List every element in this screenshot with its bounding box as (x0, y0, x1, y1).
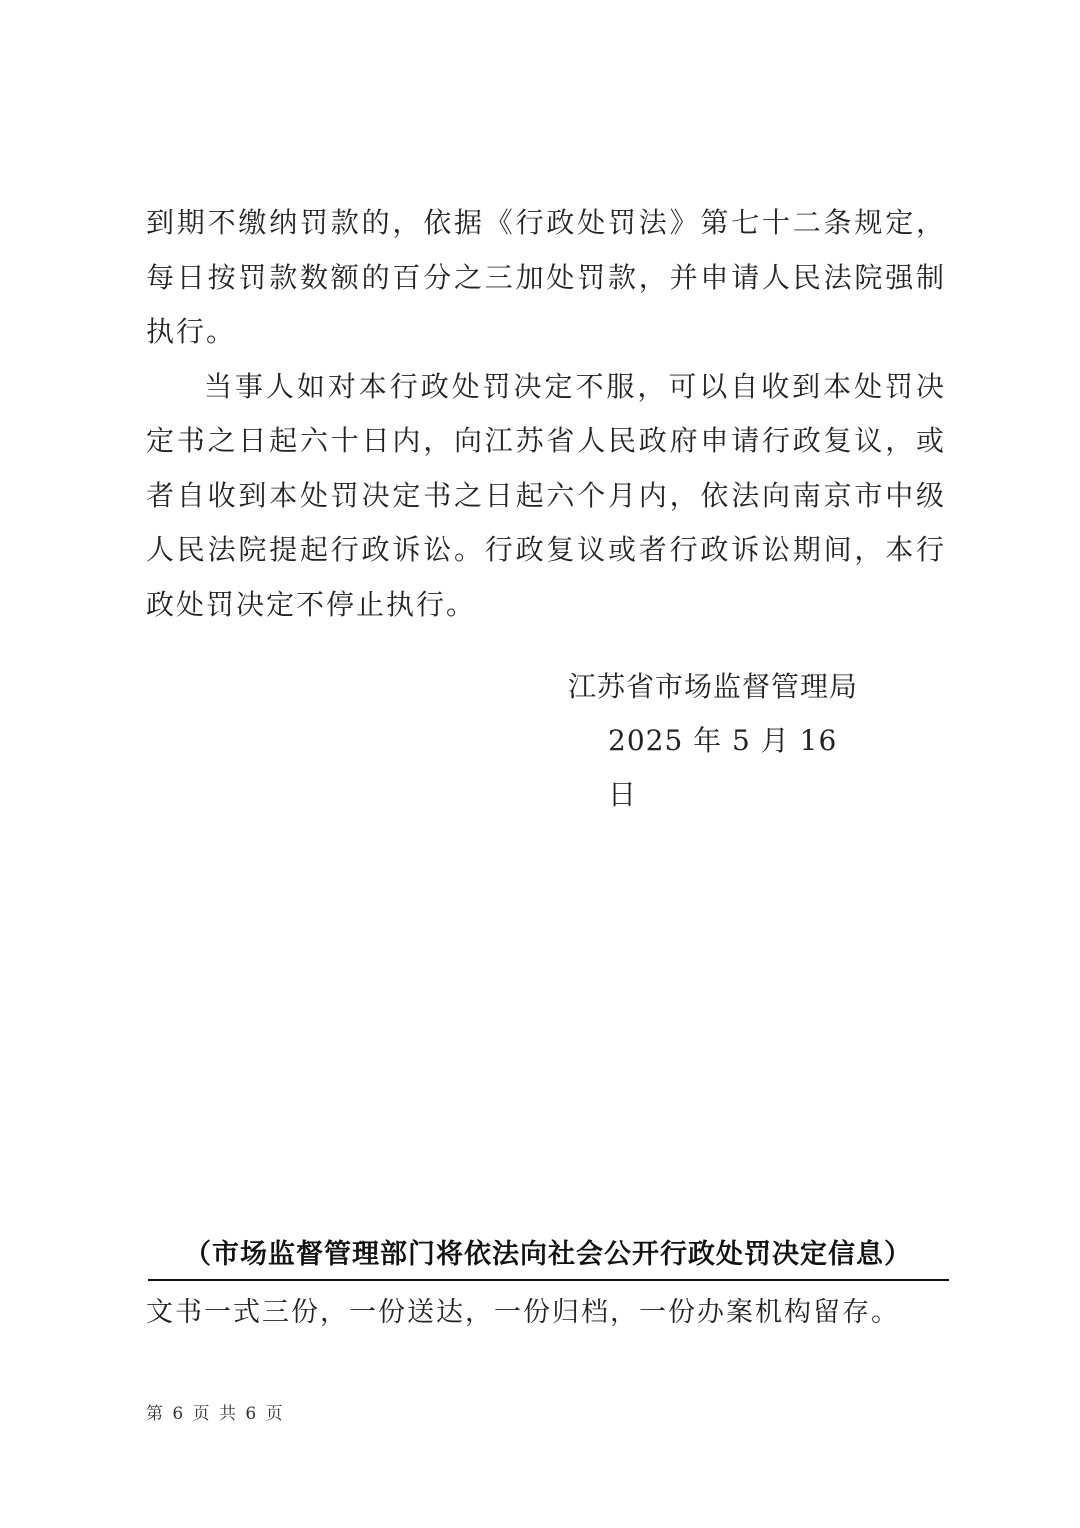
paragraph-appeal-rights: 当事人如对本行政处罚决定不服，可以自收到本处罚决定书之日起六十日内，向江苏省人民政府申请行政复议，或者自收到本处罚决定书之日起六个月内，依法向南京市中级人民法院提起行政诉讼。行政复议或者行政诉讼期间，本行政处罚决定不停止执行。 (146, 369, 946, 621)
public-disclosure-notice: （市场监督管理部门将依法向社会公开行政处罚决定信息） (184, 1239, 912, 1270)
issue-date: 2025 年 5 月 16 日 (608, 724, 838, 811)
signature-block (560, 660, 860, 822)
issuing-organization: 江苏省市场监督管理局 (568, 670, 859, 703)
document-body (146, 196, 946, 632)
paragraph-penalty-surcharge: 到期不缴纳罚款的，依据《行政处罚法》第七十二条规定，每日按罚款数额的百分之三加处罚款，并申请人民法院强制执行。 (146, 206, 946, 348)
copies-note: 文书一式三份，一份送达，一份归档，一份办案机构留存。 (146, 1297, 900, 1328)
page-number: 第 6 页 共 6 页 (146, 1404, 285, 1424)
divider-line (148, 1279, 949, 1281)
